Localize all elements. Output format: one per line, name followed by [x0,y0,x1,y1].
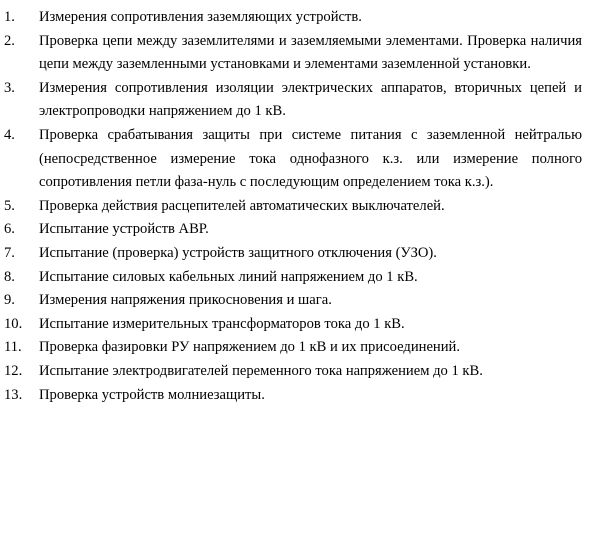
item-text: Проверка цепи между заземлителями и заземляемыми элементами. Проверка наличия цепи между заземленными установками и элементами заземленной установки. [39,32,582,73]
item-text: Проверка срабатывания защиты при системе питания с заземленной нейтралью (непосредственное измерение тока однофазного к.з. или измерение полного сопротивления петли фаза-нуль с последующим определением тока к.з.). [39,126,582,191]
item-text: Измерения напряжения прикосновения и шага. [39,292,332,309]
numbered-list [0,6,600,407]
list-item [0,218,600,242]
list-item [0,242,600,266]
list-item [0,124,600,195]
item-text: Проверка фазировки РУ напряжением до 1 кВ и их присоединений. [39,339,461,356]
list-item [0,6,600,30]
item-text: Испытание устройств АВР. [39,221,209,238]
item-number: 1. [4,9,15,25]
item-number: 6. [4,221,15,238]
item-number: 7. [4,244,15,261]
item-number: 2. [4,32,15,49]
item-text: Испытание силовых кабельных линий напряжением до 1 кВ. [39,268,418,285]
item-number: 12. [4,362,23,379]
list-item [0,195,600,219]
item-number: 13. [4,386,23,403]
item-text: Испытание электродвигателей переменного тока напряжением до 1 кВ. [39,362,483,379]
item-number: 9. [4,292,15,309]
item-number: 4. [4,126,15,143]
item-number: 10. [4,315,23,332]
item-text: Измерения сопротивления изоляции электрических аппаратов, вторичных цепей и электропроводки напряжением до 1 кВ. [39,79,582,120]
item-number: 11. [4,339,22,356]
item-number: 5. [4,197,15,214]
item-text: Проверка действия расцепителей автоматических выключателей. [39,197,445,214]
item-text: Проверка устройств молниезащиты. [39,386,265,403]
list-item [0,313,600,337]
list-item [0,30,600,77]
item-number: 8. [4,268,15,285]
list-item [0,77,600,124]
list-item [0,384,600,408]
item-text: Испытание (проверка) устройств защитного отключения (УЗО). [39,244,437,261]
item-text: Испытание измерительных трансформаторов тока до 1 кВ. [39,315,405,332]
list-item [0,360,600,384]
list-item [0,336,600,360]
item-number: 3. [4,79,15,96]
item-text: Измерения сопротивления заземляющих устройств. [39,9,362,25]
list-item [0,289,600,313]
list-item [0,266,600,290]
